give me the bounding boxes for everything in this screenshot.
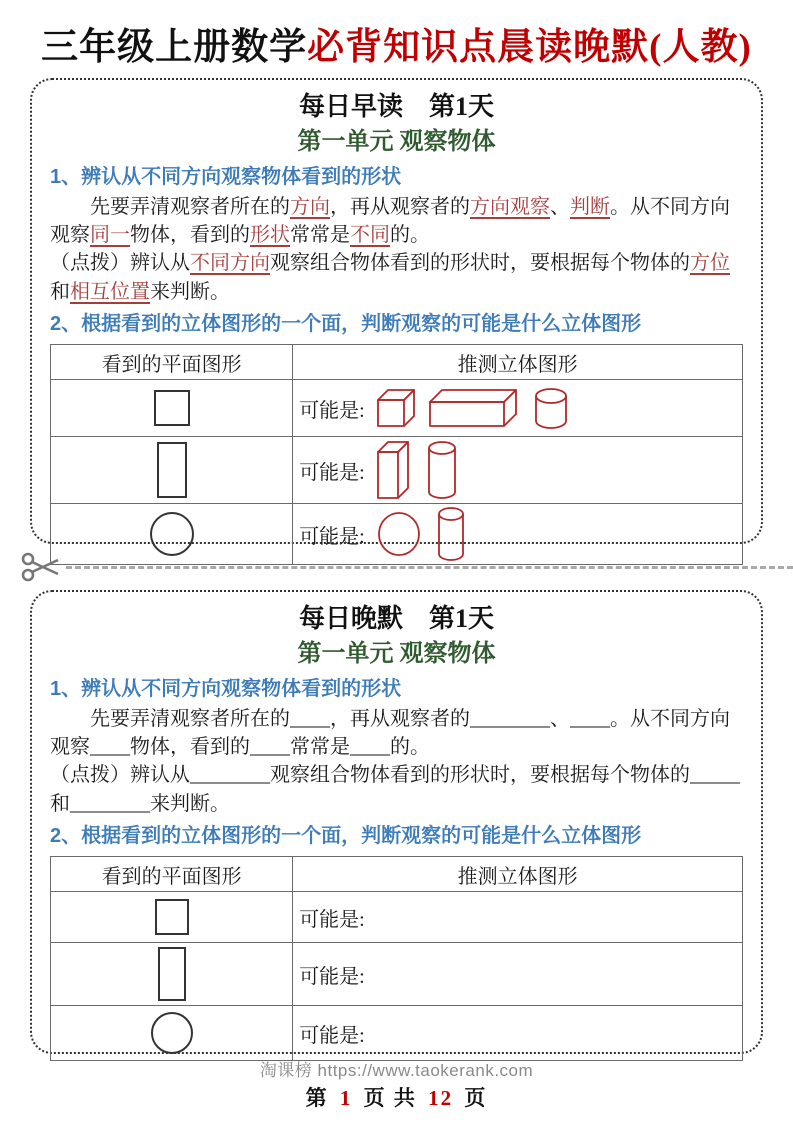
watermark-text: 淘课榜 https://www.taokerank.com [259, 1061, 534, 1080]
cylinder-shape [529, 386, 573, 430]
footer-seg3: 页 [464, 1086, 488, 1110]
evening-paragraph-1: 先要弄清观察者所在的____，再从观察者的________、____。从不同方向观察____物体，看到的____常常是____的。 [50, 707, 730, 758]
morning-point1-heading: 1、辨认从不同方向观察物体看到的形状 [50, 165, 402, 188]
evening-paragraph-2: （点拨）辨认从________观察组合物体看到的形状时，要根据每个物体的_____和________来判断。 [50, 764, 740, 815]
page-title [30, 26, 763, 70]
solid-shapes-cell [293, 380, 743, 437]
morning-shape-table [50, 344, 743, 565]
evening-unit-title: 第一单元 观察物体 [297, 641, 496, 668]
evening-point2-heading: 2、根据看到的立体图形的一个面，判断观察的可能是什么立体图形 [50, 825, 642, 848]
solid-figure-header: 推测立体图形 [293, 345, 743, 380]
morning-unit-title: 第一单元 观察物体 [297, 129, 496, 156]
tall-cylinder-shape [423, 439, 461, 501]
cube-shape [375, 387, 417, 429]
table-row [51, 1006, 743, 1061]
solid-shapes-cell [293, 1006, 743, 1061]
footer-seg1: 第 [305, 1086, 329, 1110]
maybe-label: 可能是: [299, 399, 365, 422]
maybe-label: 可能是: [299, 965, 365, 988]
maybe-label: 可能是: [299, 1024, 365, 1047]
table-header-row [51, 345, 743, 380]
plane-figure-header: 看到的平面图形 [51, 345, 293, 380]
tall-rectangle-shape [155, 440, 189, 500]
table-header-row [51, 857, 743, 892]
evening-session-title: 每日晚默 第1天 [298, 604, 494, 634]
maybe-label: 可能是: [299, 908, 365, 931]
page-title-black: 三年级上册数学 [41, 27, 308, 68]
tall-rectangle-shape [155, 945, 189, 1003]
maybe-label: 可能是: [299, 461, 365, 484]
current-page-number: 1 [339, 1086, 353, 1110]
cuboid-shape [427, 387, 519, 429]
plane-figure-header: 看到的平面图形 [51, 857, 293, 892]
table-row [51, 943, 743, 1006]
maybe-label: 可能是: [299, 525, 365, 548]
evening-shape-table [50, 856, 743, 1061]
circle-shape [149, 1010, 195, 1056]
plane-shape-cell [51, 437, 293, 504]
dashed-cut-line [66, 566, 793, 569]
square-shape [152, 895, 192, 939]
table-row [51, 437, 743, 504]
evening-recitation-panel [30, 590, 763, 1054]
table-row [51, 380, 743, 437]
cut-divider [20, 544, 793, 590]
morning-reading-panel [30, 78, 763, 548]
plane-shape-cell [51, 892, 293, 943]
solid-figure-header: 推测立体图形 [293, 857, 743, 892]
morning-session-title: 每日早读 第1天 [298, 92, 494, 122]
morning-paragraph-2: （点拨）辨认从不同方向观察组合物体看到的形状时，要根据每个物体的方位和相互位置来判断。 [50, 252, 730, 303]
solid-shapes-cell [293, 437, 743, 504]
plane-shape-cell [51, 1006, 293, 1061]
total-page-number: 12 [428, 1086, 454, 1110]
evening-point1-heading: 1、辨认从不同方向观察物体看到的形状 [50, 677, 402, 700]
solid-shapes-cell [293, 943, 743, 1006]
tall-cuboid-shape [375, 439, 413, 501]
page-number-line [0, 1082, 793, 1112]
plane-shape-cell [51, 380, 293, 437]
morning-paragraph-1: 先要弄清观察者所在的方向，再从观察者的方向观察、判断。从不同方向观察同一物体，看到的形状常常是不同的。 [50, 195, 730, 246]
table-row [51, 892, 743, 943]
solid-shapes-cell [293, 892, 743, 943]
scissors-icon [20, 549, 62, 585]
plane-shape-cell [51, 943, 293, 1006]
footer-seg2: 页 共 [363, 1086, 417, 1110]
morning-point2-heading: 2、根据看到的立体图形的一个面，判断观察的可能是什么立体图形 [50, 313, 642, 336]
page-title-red: 必背知识点晨读晚默(人教) [307, 27, 752, 68]
square-shape [152, 387, 192, 429]
